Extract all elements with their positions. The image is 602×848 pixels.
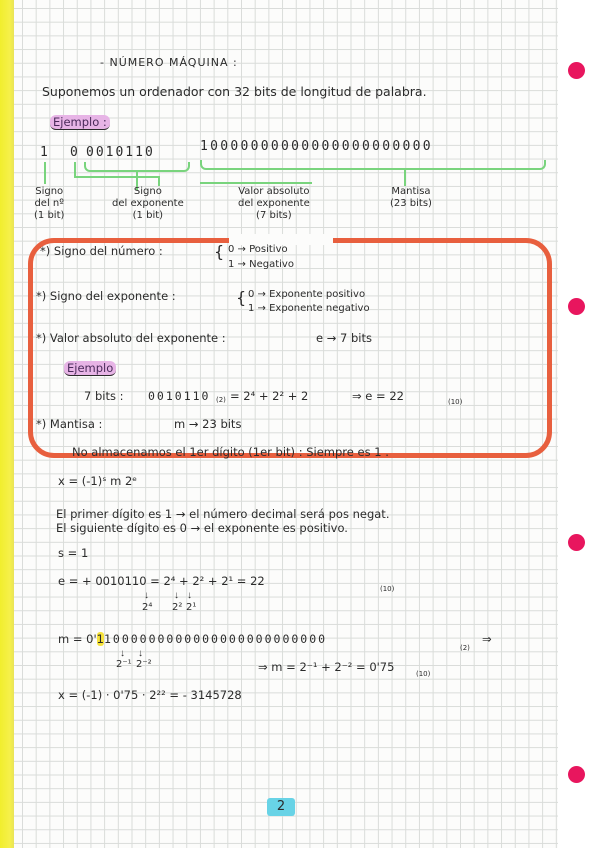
m-result: ⇒ m = 2⁻¹ + 2⁻² = 0'75 bbox=[258, 660, 395, 674]
e-value: e = + 0010110 = 2⁴ + 2² + 2¹ = 22 bbox=[58, 574, 265, 588]
m-power-1: 2⁻² bbox=[136, 659, 152, 670]
arrow-down-icon: ↓ bbox=[120, 648, 125, 659]
label-mantissa: Mantisa (23 bits) bbox=[390, 186, 432, 209]
label-sign: Signo del nº (1 bit) bbox=[34, 186, 65, 221]
arrow-down-icon: ↓ bbox=[174, 590, 179, 601]
m-result-base: (10) bbox=[416, 670, 431, 678]
e-base: (10) bbox=[380, 585, 395, 593]
sign-exp-label: *) Signo del exponente : bbox=[36, 289, 176, 303]
exp-value-rule: e → 7 bits bbox=[316, 331, 372, 345]
bracket-exp-sign-line bbox=[74, 176, 160, 178]
arrow-down-icon: ↓ bbox=[187, 590, 192, 601]
calc-line-2: El siguiente dígito es 0 → el exponente es positivo. bbox=[56, 521, 348, 535]
mantissa-label: *) Mantisa : bbox=[36, 417, 103, 431]
arrow-down-icon: ↓ bbox=[138, 648, 143, 659]
bit-sign: 1 bbox=[40, 145, 50, 160]
binder-hole bbox=[568, 534, 585, 551]
x-formula: x = (-1)ˢ m 2ᵉ bbox=[58, 474, 138, 488]
bracket-exp-sign bbox=[74, 162, 76, 176]
bit-exp-sign: 0 bbox=[70, 145, 80, 160]
sign-number-opt-1: 1 → Negativo bbox=[228, 259, 294, 270]
page-margin bbox=[558, 0, 602, 848]
e-power-1: 2² bbox=[172, 602, 183, 613]
calc-line-1: El primer dígito es 1 → el número decimal será pos negat. bbox=[56, 507, 390, 521]
sign-exp-opt-1: 1 → Exponente negativo bbox=[248, 303, 370, 314]
m-base: (2) bbox=[460, 644, 470, 652]
exp-value-label: *) Valor absoluto del exponente : bbox=[36, 331, 226, 345]
brace: { bbox=[214, 242, 225, 261]
bits-exponent: 0010110 bbox=[86, 145, 155, 160]
sign-number-opt-0: 0 → Positivo bbox=[228, 244, 288, 255]
example2-bits: 0010110 bbox=[148, 389, 211, 403]
binder-hole bbox=[568, 766, 585, 783]
bracket-exp-sign-drop bbox=[158, 176, 160, 186]
sign-number-label: *) Signo del número : bbox=[40, 244, 163, 258]
s-value: s = 1 bbox=[58, 546, 89, 560]
intro-text: Suponemos un ordenador con 32 bits de longitud de palabra. bbox=[42, 84, 427, 99]
m-arrow: ⇒ bbox=[482, 632, 492, 646]
example2-result: ⇒ e = 22 bbox=[352, 389, 404, 403]
bracket-value-line bbox=[200, 182, 312, 184]
page-number: 2 bbox=[267, 798, 295, 816]
m-power-0: 2⁻¹ bbox=[116, 659, 132, 670]
bracket-mantissa bbox=[200, 160, 546, 170]
example2-result-base: (10) bbox=[448, 398, 463, 406]
m-value: m = 0'11000000000000000000000000 bbox=[58, 632, 328, 646]
brace: { bbox=[236, 288, 247, 307]
example2-expansion: = 2⁴ + 2² + 2 bbox=[230, 389, 309, 403]
label-exp-sign: Signo del exponente (1 bit) bbox=[112, 186, 184, 221]
sign-exp-opt-0: 0 → Exponente positivo bbox=[248, 289, 366, 300]
arrow-down-icon: ↓ bbox=[144, 590, 149, 601]
label-exp-value: Valor absoluto del exponente (7 bits) bbox=[238, 186, 310, 221]
bits-mantissa: 10000000000000000000000 bbox=[200, 139, 433, 154]
binder-hole bbox=[568, 62, 585, 79]
page-heading: - NÚMERO MÁQUINA : bbox=[100, 56, 238, 69]
page-edge-highlight bbox=[0, 0, 14, 848]
summary-box bbox=[28, 238, 552, 458]
example-label: Ejemplo : bbox=[50, 115, 110, 129]
mantissa-rule: m → 23 bits bbox=[174, 417, 242, 431]
mantissa-note: No almacenamos el 1er dígito (1er bit) : Siempre es 1 . bbox=[72, 445, 389, 459]
e-power-2: 2¹ bbox=[186, 602, 197, 613]
e-power-0: 2⁴ bbox=[142, 602, 153, 613]
example2-base: (2) bbox=[216, 396, 226, 404]
x-result: x = (-1) · 0'75 · 2²² = - 3145728 bbox=[58, 688, 242, 702]
binder-hole bbox=[568, 298, 585, 315]
bracket-sign bbox=[44, 162, 46, 184]
bracket-mantissa-drop bbox=[404, 168, 406, 186]
example2-bits-label: 7 bits : bbox=[84, 389, 124, 403]
example2-label: Ejemplo bbox=[64, 361, 116, 375]
